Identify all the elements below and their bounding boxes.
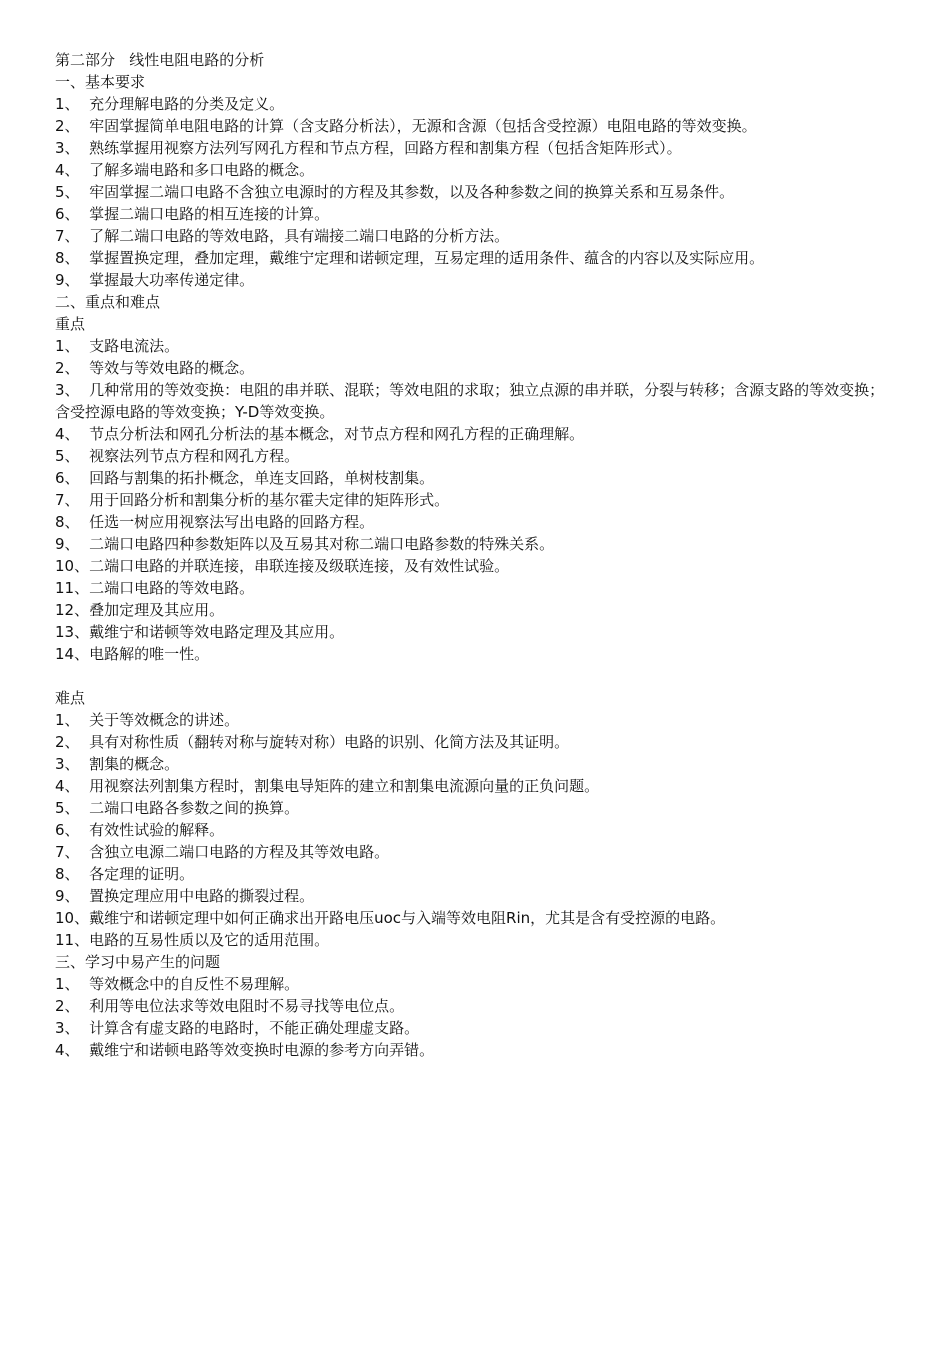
list-item: 12、叠加定理及其应用。 <box>55 601 225 619</box>
list-item: 8、 掌握置换定理，叠加定理，戴维宁定理和诺顿定理，互易定理的适用条件、蕴含的内容以及实际应用。 <box>55 249 765 267</box>
list-item: 7、 含独立电源二端口电路的方程及其等效电路。 <box>55 843 390 861</box>
list-item: 5、 牢固掌握二端口电路不含独立电源时的方程及其参数，以及各种参数之间的换算关系和互易条件。 <box>55 183 735 201</box>
list-item: 8、 各定理的证明。 <box>55 865 195 883</box>
list-item: 10、二端口电路的并联连接，串联连接及级联连接，及有效性试验。 <box>55 557 510 575</box>
list-item: 2、 等效与等效电路的概念。 <box>55 359 255 377</box>
list-item: 2、 具有对称性质（翻转对称与旋转对称）电路的识别、化简方法及其证明。 <box>55 733 570 751</box>
list-item: 10、戴维宁和诺顿定理中如何正确求出开路电压uoc与入端等效电阻Rin，尤其是含有受控源的电路。 <box>55 909 726 927</box>
list-item: 6、 有效性试验的解释。 <box>55 821 225 839</box>
list-item: 13、戴维宁和诺顿等效电路定理及其应用。 <box>55 623 345 641</box>
list-item: 9、 二端口电路四种参数矩阵以及互易其对称二端口电路参数的特殊关系。 <box>55 535 555 553</box>
list-item: 3、 计算含有虚支路的电路时，不能正确处理虚支路。 <box>55 1019 420 1037</box>
list-item: 3、 割集的概念。 <box>55 755 180 773</box>
list-item: 1、 支路电流法。 <box>55 337 180 355</box>
list-item: 14、电路解的唯一性。 <box>55 645 210 663</box>
list-item: 8、 任选一树应用视察法写出电路的回路方程。 <box>55 513 375 531</box>
list-item: 1、 充分理解电路的分类及定义。 <box>55 95 285 113</box>
list-item: 4、 了解多端电路和多口电路的概念。 <box>55 161 315 179</box>
subheading-key-points: 重点 <box>55 315 86 333</box>
section-heading-key-and-difficult-points: 二、重点和难点 <box>55 293 161 311</box>
document-page <box>55 49 895 1061</box>
section-heading-basic-requirements: 一、基本要求 <box>55 73 146 91</box>
section-heading-common-problems: 三、学习中易产生的问题 <box>55 953 221 971</box>
list-item: 5、 视察法列节点方程和网孔方程。 <box>55 447 300 465</box>
list-item: 9、 掌握最大功率传递定律。 <box>55 271 255 289</box>
common-problems-list <box>55 973 895 1061</box>
list-item: 3、 几种常用的等效变换：电阻的串并联、混联；等效电阻的求取；独立点源的串并联，分裂与转移；含源支路的等效变换；含受控源电路的等效变换；Y-D等效变换。 <box>55 381 885 421</box>
list-item: 7、 用于回路分析和割集分析的基尔霍夫定律的矩阵形式。 <box>55 491 450 509</box>
list-item: 3、 熟练掌握用视察方法列写网孔方程和节点方程，回路方程和割集方程（包括含矩阵形式）。 <box>55 139 682 157</box>
list-item: 9、 置换定理应用中电路的撕裂过程。 <box>55 887 315 905</box>
subheading-difficult-points: 难点 <box>55 689 86 707</box>
key-points-list <box>55 335 895 665</box>
blank-line <box>55 665 895 687</box>
list-item: 6、 回路与割集的拓扑概念，单连支回路，单树枝割集。 <box>55 469 435 487</box>
list-item: 5、 二端口电路各参数之间的换算。 <box>55 799 300 817</box>
list-item: 1、 等效概念中的自反性不易理解。 <box>55 975 300 993</box>
list-item: 2、 牢固掌握简单电阻电路的计算（含支路分析法），无源和含源（包括含受控源）电阻电路的等效变换。 <box>55 117 757 135</box>
list-item: 4、 戴维宁和诺顿电路等效变换时电源的参考方向弄错。 <box>55 1041 435 1059</box>
list-item: 11、二端口电路的等效电路。 <box>55 579 255 597</box>
list-item: 7、 了解二端口电路的等效电路，具有端接二端口电路的分析方法。 <box>55 227 510 245</box>
list-item: 11、电路的互易性质以及它的适用范围。 <box>55 931 330 949</box>
list-item: 4、 用视察法列割集方程时，割集电导矩阵的建立和割集电流源向量的正负问题。 <box>55 777 600 795</box>
list-item: 1、 关于等效概念的讲述。 <box>55 711 240 729</box>
difficult-points-list <box>55 709 895 951</box>
list-item: 4、 节点分析法和网孔分析法的基本概念，对节点方程和网孔方程的正确理解。 <box>55 425 585 443</box>
document-title: 第二部分 线性电阻电路的分析 <box>55 51 265 69</box>
list-item: 2、 利用等电位法求等效电阻时不易寻找等电位点。 <box>55 997 405 1015</box>
basic-requirements-list <box>55 93 895 291</box>
list-item: 6、 掌握二端口电路的相互连接的计算。 <box>55 205 330 223</box>
